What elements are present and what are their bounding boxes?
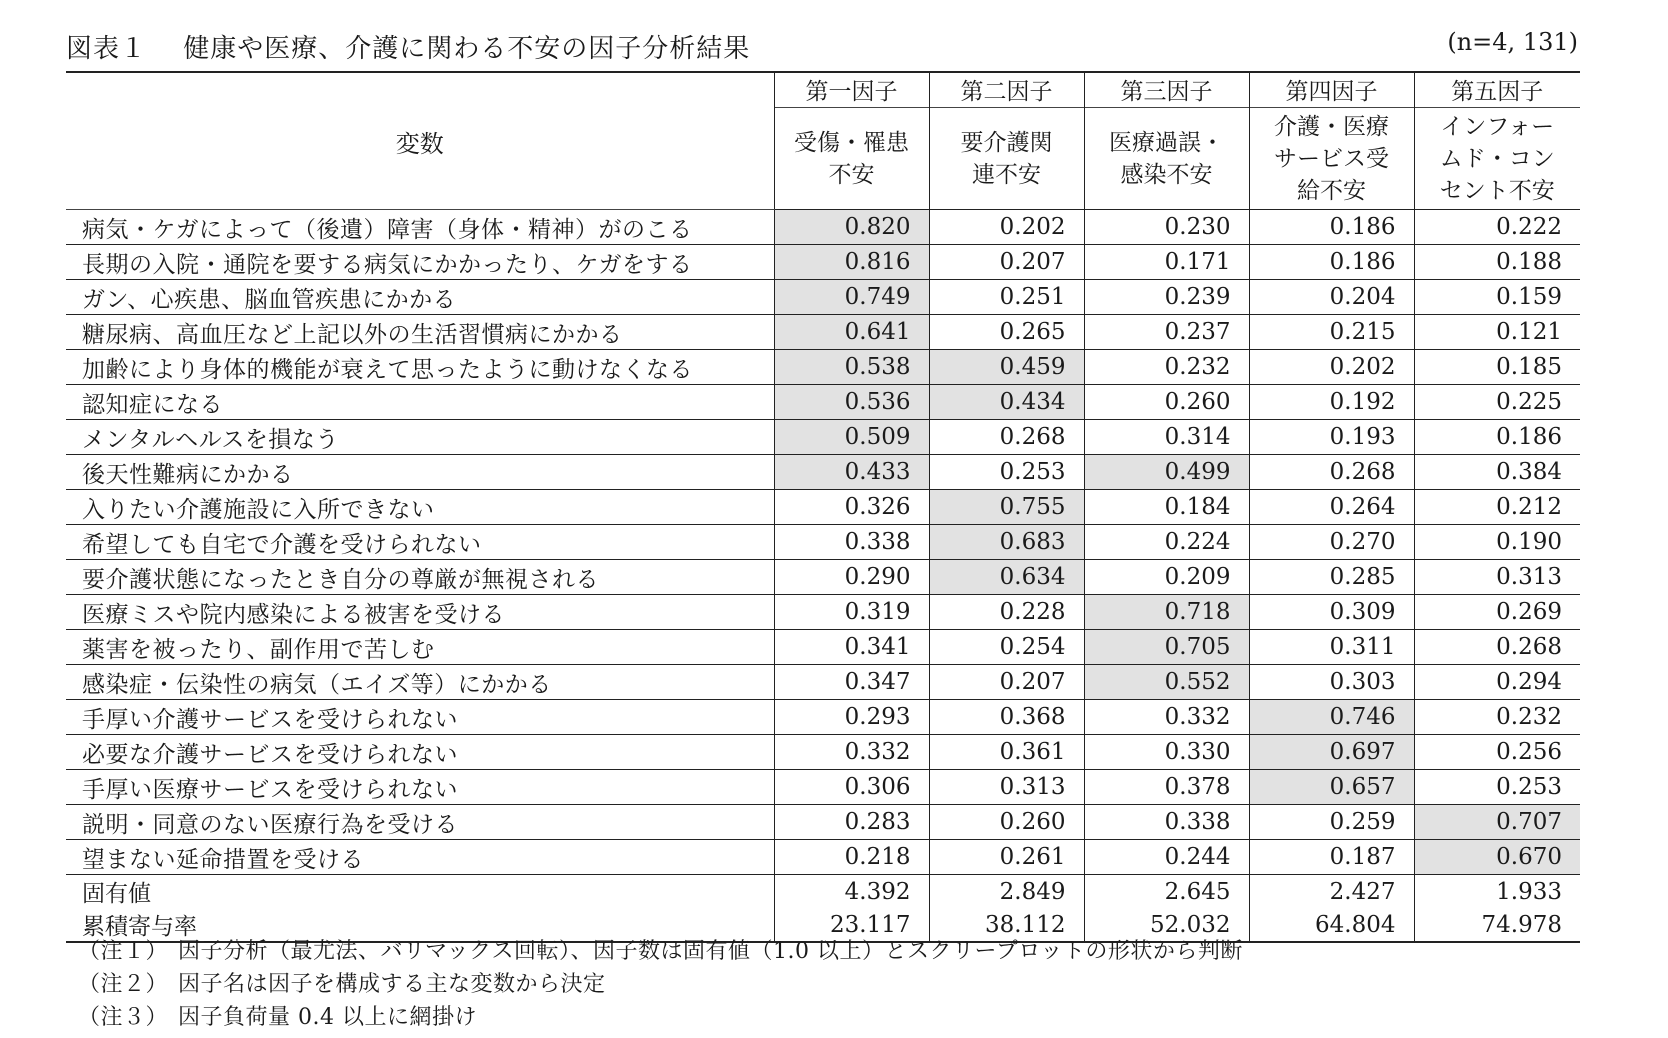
loading-cell: 0.218 [774, 840, 929, 875]
summary-row [66, 875, 1580, 909]
summary-value: 1.933 [1414, 875, 1580, 909]
loading-cell-highlighted: 0.749 [774, 280, 929, 315]
factor-name [774, 108, 929, 210]
variable-label: 要介護状態になったとき自分の尊厳が無視される [66, 560, 774, 595]
loading-cell: 0.309 [1249, 595, 1414, 630]
loading-cell: 0.251 [929, 280, 1084, 315]
sample-size: (n=4, 131) [1447, 28, 1578, 56]
loading-cell: 0.253 [1414, 770, 1580, 805]
factor-label: 第四因子 [1249, 72, 1414, 108]
loading-cell-highlighted: 0.657 [1249, 770, 1414, 805]
variable-label: ガン、心疾患、脳血管疾患にかかる [66, 280, 774, 315]
loading-cell: 0.314 [1084, 420, 1249, 455]
loading-cell: 0.341 [774, 630, 929, 665]
loading-cell: 0.185 [1414, 350, 1580, 385]
loading-cell: 0.368 [929, 700, 1084, 735]
note-text: 因子名は因子を構成する主な変数から決定 [178, 972, 606, 997]
loading-cell: 0.187 [1249, 840, 1414, 875]
loading-cell: 0.254 [929, 630, 1084, 665]
loading-cell: 0.212 [1414, 490, 1580, 525]
variable-label: 手厚い医療サービスを受けられない [66, 770, 774, 805]
factor-name-text: 要介護関 連不安 [960, 129, 1053, 188]
loading-cell: 0.290 [774, 560, 929, 595]
loading-cell: 0.209 [1084, 560, 1249, 595]
loading-cell: 0.283 [774, 805, 929, 840]
factor-analysis-table [66, 71, 1580, 943]
variable-label: 病気・ケガによって（後遺）障害（身体・精神）がのこる [66, 210, 774, 245]
loading-cell: 0.225 [1414, 385, 1580, 420]
loading-cell: 0.265 [929, 315, 1084, 350]
loading-cell: 0.186 [1249, 245, 1414, 280]
summary-value: 52.032 [1084, 908, 1249, 942]
loading-cell: 0.332 [774, 735, 929, 770]
variable-label: 長期の入院・通院を要する病気にかかったり、ケガをする [66, 245, 774, 280]
loading-cell: 0.171 [1084, 245, 1249, 280]
loading-cell: 0.268 [929, 420, 1084, 455]
note-line [78, 1001, 1243, 1034]
loading-cell: 0.347 [774, 665, 929, 700]
loading-cell-highlighted: 0.499 [1084, 455, 1249, 490]
title-row [66, 22, 1586, 66]
loading-cell: 0.260 [929, 805, 1084, 840]
variable-label: 認知症になる [66, 385, 774, 420]
loading-cell: 0.207 [929, 245, 1084, 280]
variable-label: 必要な介護サービスを受けられない [66, 735, 774, 770]
loading-cell: 0.186 [1249, 210, 1414, 245]
factor-label: 第二因子 [929, 72, 1084, 108]
loading-cell-highlighted: 0.509 [774, 420, 929, 455]
note-key: （注２） [78, 972, 169, 997]
loading-cell: 0.232 [1414, 700, 1580, 735]
loading-cell: 0.294 [1414, 665, 1580, 700]
loading-cell: 0.313 [929, 770, 1084, 805]
loading-cell: 0.361 [929, 735, 1084, 770]
summary-value: 4.392 [774, 875, 929, 909]
loading-cell: 0.190 [1414, 525, 1580, 560]
loading-cell-highlighted: 0.459 [929, 350, 1084, 385]
loading-cell-highlighted: 0.820 [774, 210, 929, 245]
variable-label: 望まない延命措置を受ける [66, 840, 774, 875]
loading-cell-highlighted: 0.670 [1414, 840, 1580, 875]
loading-cell: 0.239 [1084, 280, 1249, 315]
factor-name [1414, 108, 1580, 210]
variable-label: 医療ミスや院内感染による被害を受ける [66, 595, 774, 630]
table-row [66, 490, 1580, 525]
table-row [66, 595, 1580, 630]
loading-cell: 0.313 [1414, 560, 1580, 595]
loading-cell: 0.192 [1249, 385, 1414, 420]
loading-cell: 0.293 [774, 700, 929, 735]
factor-label: 第一因子 [774, 72, 929, 108]
loading-cell: 0.232 [1084, 350, 1249, 385]
summary-value: 64.804 [1249, 908, 1414, 942]
loading-cell: 0.261 [929, 840, 1084, 875]
loading-cell-highlighted: 0.536 [774, 385, 929, 420]
loading-cell-highlighted: 0.816 [774, 245, 929, 280]
table-row [66, 700, 1580, 735]
variable-label: メンタルヘルスを損なう [66, 420, 774, 455]
loading-cell: 0.237 [1084, 315, 1249, 350]
loading-cell: 0.228 [929, 595, 1084, 630]
table-row [66, 315, 1580, 350]
loading-cell: 0.253 [929, 455, 1084, 490]
table-row [66, 385, 1580, 420]
variable-column-header: 変数 [66, 72, 774, 210]
factor-name [929, 108, 1084, 210]
loading-cell: 0.207 [929, 665, 1084, 700]
note-line [78, 935, 1243, 968]
table-row [66, 805, 1580, 840]
loading-cell-highlighted: 0.634 [929, 560, 1084, 595]
loading-cell-highlighted: 0.746 [1249, 700, 1414, 735]
loading-cell: 0.224 [1084, 525, 1249, 560]
loading-cell: 0.121 [1414, 315, 1580, 350]
factor-label: 第五因子 [1414, 72, 1580, 108]
loading-cell: 0.202 [1249, 350, 1414, 385]
note-key: （注３） [78, 1005, 169, 1030]
loading-cell: 0.338 [774, 525, 929, 560]
loading-cell: 0.268 [1249, 455, 1414, 490]
loading-cell: 0.338 [1084, 805, 1249, 840]
loading-cell-highlighted: 0.538 [774, 350, 929, 385]
loading-cell-highlighted: 0.697 [1249, 735, 1414, 770]
variable-label: 手厚い介護サービスを受けられない [66, 700, 774, 735]
loading-cell: 0.303 [1249, 665, 1414, 700]
factor-name [1249, 108, 1414, 210]
loading-cell-highlighted: 0.641 [774, 315, 929, 350]
loading-cell: 0.259 [1249, 805, 1414, 840]
table-row [66, 525, 1580, 560]
loading-cell-highlighted: 0.755 [929, 490, 1084, 525]
factor-number-row [66, 72, 1580, 108]
table-row [66, 245, 1580, 280]
note-text: 因子負荷量 0.4 以上に網掛け [178, 1005, 477, 1030]
table-row [66, 280, 1580, 315]
loading-cell: 0.319 [774, 595, 929, 630]
table-row [66, 735, 1580, 770]
summary-value: 2.849 [929, 875, 1084, 909]
summary-value: 2.645 [1084, 875, 1249, 909]
loading-cell: 0.269 [1414, 595, 1580, 630]
loading-cell-highlighted: 0.433 [774, 455, 929, 490]
loading-cell: 0.204 [1249, 280, 1414, 315]
loading-cell: 0.193 [1249, 420, 1414, 455]
loading-cell: 0.332 [1084, 700, 1249, 735]
loading-cell: 0.260 [1084, 385, 1249, 420]
table-row [66, 665, 1580, 700]
note-key: （注１） [78, 939, 169, 964]
variable-label: 糖尿病、高血圧など上記以外の生活習慣病にかかる [66, 315, 774, 350]
loading-cell: 0.330 [1084, 735, 1249, 770]
loading-cell: 0.311 [1249, 630, 1414, 665]
summary-value: 38.112 [929, 908, 1084, 942]
table-body [66, 210, 1580, 943]
variable-label: 後天性難病にかかる [66, 455, 774, 490]
note-text: 因子分析（最尤法、バリマックス回転）、因子数は固有値（1.0 以上）とスクリープロットの形状から判断 [178, 939, 1243, 964]
notes [78, 935, 1243, 1034]
loading-cell: 0.186 [1414, 420, 1580, 455]
summary-value: 23.117 [774, 908, 929, 942]
variable-label: 入りたい介護施設に入所できない [66, 490, 774, 525]
variable-label: 感染症・伝染性の病気（エイズ等）にかかる [66, 665, 774, 700]
loading-cell: 0.202 [929, 210, 1084, 245]
loading-cell: 0.270 [1249, 525, 1414, 560]
factor-name [1084, 108, 1249, 210]
loading-cell: 0.268 [1414, 630, 1580, 665]
loading-cell: 0.230 [1084, 210, 1249, 245]
loading-cell-highlighted: 0.718 [1084, 595, 1249, 630]
loading-cell: 0.159 [1414, 280, 1580, 315]
loading-cell-highlighted: 0.552 [1084, 665, 1249, 700]
loading-cell: 0.244 [1084, 840, 1249, 875]
factor-name-text: 受傷・罹患 不安 [794, 129, 909, 188]
summary-value: 2.427 [1249, 875, 1414, 909]
table-row [66, 560, 1580, 595]
loading-cell-highlighted: 0.707 [1414, 805, 1580, 840]
loading-cell: 0.256 [1414, 735, 1580, 770]
note-line [78, 968, 1243, 1001]
loading-cell: 0.184 [1084, 490, 1249, 525]
factor-name-text: 介護・医療 サービス受 給不安 [1274, 113, 1389, 204]
summary-label: 固有値 [82, 881, 151, 907]
loading-cell-highlighted: 0.434 [929, 385, 1084, 420]
variable-label: 薬害を被ったり、副作用で苦しむ [66, 630, 774, 665]
summary-label: 累積寄与率 [66, 908, 774, 942]
variable-label: 加齢により身体的機能が衰えて思ったように動けなくなる [66, 350, 774, 385]
loading-cell-highlighted: 0.683 [929, 525, 1084, 560]
summary-value: 74.978 [1414, 908, 1580, 942]
loading-cell-highlighted: 0.705 [1084, 630, 1249, 665]
loading-cell: 0.384 [1414, 455, 1580, 490]
table-row [66, 630, 1580, 665]
loading-cell: 0.215 [1249, 315, 1414, 350]
table-row [66, 210, 1580, 245]
table-row [66, 840, 1580, 875]
loading-cell: 0.326 [774, 490, 929, 525]
loading-cell: 0.188 [1414, 245, 1580, 280]
figure-caption: 図表１ 健康や医療、介護に関わる不安の因子分析結果 [66, 34, 751, 64]
factor-name-text: インフォー ムド・コン セント不安 [1439, 113, 1555, 204]
loading-cell: 0.378 [1084, 770, 1249, 805]
table-row [66, 350, 1580, 385]
loading-cell: 0.222 [1414, 210, 1580, 245]
loading-cell: 0.285 [1249, 560, 1414, 595]
table-row [66, 455, 1580, 490]
table-row [66, 770, 1580, 805]
loading-cell: 0.264 [1249, 490, 1414, 525]
variable-label: 説明・同意のない医療行為を受ける [66, 805, 774, 840]
table-row [66, 420, 1580, 455]
loading-cell: 0.306 [774, 770, 929, 805]
factor-name-text: 医療過誤・ 感染不安 [1109, 129, 1224, 188]
factor-label: 第三因子 [1084, 72, 1249, 108]
variable-label: 希望しても自宅で介護を受けられない [66, 525, 774, 560]
